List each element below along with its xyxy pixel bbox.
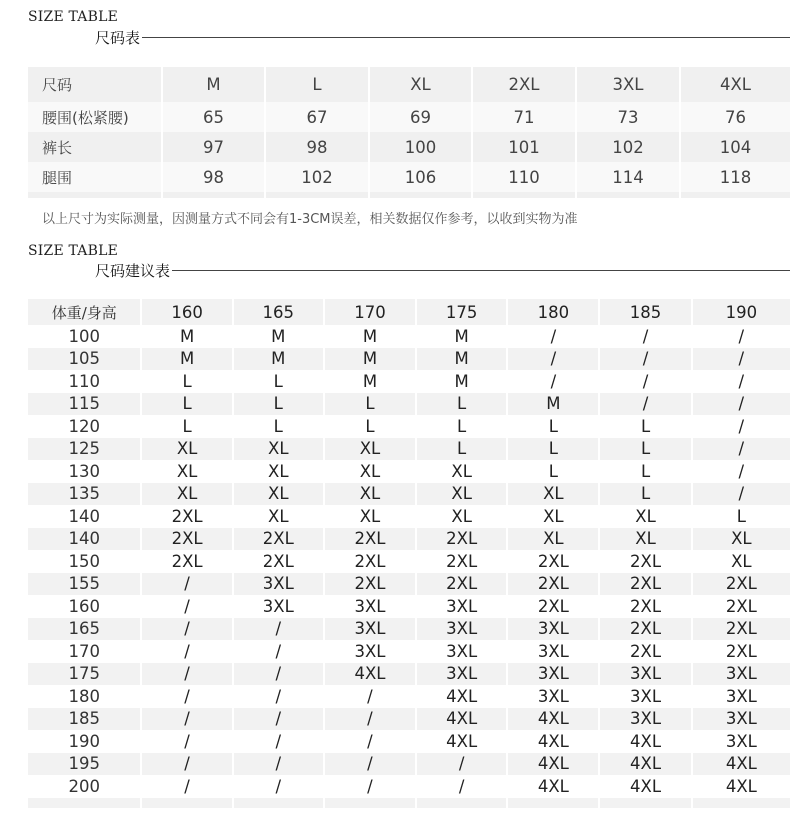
header-cell: 175 [416, 299, 507, 325]
table-cell: 3XL [599, 685, 691, 708]
row-label-cell: 195 [28, 753, 141, 776]
table-cell: L [141, 370, 232, 393]
table-bottom-band [28, 798, 790, 808]
table-cell: 3XL [416, 663, 507, 686]
spacer-cell [576, 192, 680, 198]
table-cell: L [599, 438, 691, 461]
table-cell: 2XL [692, 640, 790, 663]
table-cell: 73 [576, 102, 680, 132]
table-cell: 101 [472, 132, 576, 162]
table-cell: / [692, 415, 790, 438]
table-cell: 2XL [416, 573, 507, 596]
table-cell: / [233, 618, 324, 641]
table-cell: 65 [162, 102, 265, 132]
spacer-cell [680, 192, 790, 198]
table-cell: / [416, 753, 507, 776]
weight-row [28, 460, 790, 483]
row-label-cell: 140 [28, 505, 141, 528]
recommend-table-divider [172, 270, 790, 271]
table-cell: / [141, 618, 232, 641]
table-cell: / [507, 348, 599, 371]
spacer-cell [28, 192, 162, 198]
table-cell: XL [233, 460, 324, 483]
spacer-cell [416, 798, 507, 808]
table-cell: L [141, 415, 232, 438]
weight-row [28, 685, 790, 708]
spacer-cell [324, 798, 416, 808]
table-cell: 3XL [507, 640, 599, 663]
table-cell: / [324, 685, 416, 708]
table-cell: XL [416, 460, 507, 483]
table-cell: / [692, 393, 790, 416]
size-table-title: SIZE TABLE [28, 9, 119, 25]
table-cell: XL [233, 505, 324, 528]
table-cell: M [233, 325, 324, 348]
table-cell: 4XL [599, 730, 691, 753]
row-label-cell: 135 [28, 483, 141, 506]
weight-row [28, 640, 790, 663]
row-label-cell: 190 [28, 730, 141, 753]
table-cell: 3XL [233, 573, 324, 596]
row-label-cell: 125 [28, 438, 141, 461]
weight-row [28, 528, 790, 551]
table-cell: 110 [472, 162, 576, 192]
table-cell: 4XL [507, 775, 599, 798]
table-cell: 2XL [324, 528, 416, 551]
table-cell: 2XL [599, 573, 691, 596]
row-label-cell: 170 [28, 640, 141, 663]
table-cell: / [233, 663, 324, 686]
table-cell: XL [416, 483, 507, 506]
table-cell: / [507, 370, 599, 393]
spacer-cell [599, 798, 691, 808]
table-cell: 2XL [416, 528, 507, 551]
table-cell: 118 [680, 162, 790, 192]
weight-row [28, 483, 790, 506]
table-cell: 4XL [599, 753, 691, 776]
row-label-cell: 140 [28, 528, 141, 551]
header-cell: 185 [599, 299, 691, 325]
table-cell: 98 [162, 162, 265, 192]
table-cell: 114 [576, 162, 680, 192]
spacer-cell [265, 192, 369, 198]
row-label-cell: 185 [28, 708, 141, 731]
header-cell: XL [369, 67, 472, 102]
recommend-table-title: SIZE TABLE [28, 243, 119, 259]
row-label-cell: 165 [28, 618, 141, 641]
table-cell: / [692, 438, 790, 461]
header-cell: L [265, 67, 369, 102]
table-cell: 4XL [599, 775, 691, 798]
table-cell: 2XL [507, 573, 599, 596]
table-cell: 3XL [324, 618, 416, 641]
measurement-note: 以上尺寸为实际测量，因测量方式不同会有1-3CM误差，相关数据仅作参考，以收到实物为准 [42, 212, 578, 227]
table-cell: M [233, 348, 324, 371]
table-cell: M [416, 348, 507, 371]
row-label-cell: 150 [28, 550, 141, 573]
table-cell: / [416, 775, 507, 798]
table-cell: 3XL [692, 730, 790, 753]
table-cell: / [141, 730, 232, 753]
table-cell: XL [233, 438, 324, 461]
table-cell: 3XL [692, 708, 790, 731]
table-cell: / [599, 393, 691, 416]
table-cell: M [141, 325, 232, 348]
table-cell: M [324, 348, 416, 371]
table-cell: / [692, 460, 790, 483]
table-cell: 2XL [416, 550, 507, 573]
table-cell: L [233, 370, 324, 393]
table-cell: 3XL [507, 685, 599, 708]
table-cell: 3XL [324, 640, 416, 663]
header-cell: 160 [141, 299, 232, 325]
table-cell: 2XL [324, 550, 416, 573]
table-cell: / [692, 348, 790, 371]
table-cell: 4XL [416, 685, 507, 708]
table-cell: M [324, 325, 416, 348]
size-table [28, 67, 790, 198]
row-label-cell: 155 [28, 573, 141, 596]
table-cell: XL [692, 550, 790, 573]
table-cell: XL [599, 505, 691, 528]
table-cell: 3XL [599, 663, 691, 686]
table-cell: / [233, 640, 324, 663]
row-label-cell: 110 [28, 370, 141, 393]
table-cell: / [141, 595, 232, 618]
table-cell: L [324, 415, 416, 438]
table-cell: / [233, 753, 324, 776]
table-cell: 102 [265, 162, 369, 192]
table-cell: M [141, 348, 232, 371]
weight-row [28, 505, 790, 528]
table-cell: 4XL [324, 663, 416, 686]
row-label-cell: 115 [28, 393, 141, 416]
table-cell: / [233, 685, 324, 708]
weight-row [28, 415, 790, 438]
table-cell: L [692, 505, 790, 528]
table-cell: 3XL [233, 595, 324, 618]
table-cell: / [141, 573, 232, 596]
table-cell: 3XL [507, 618, 599, 641]
table-cell: L [599, 483, 691, 506]
table-cell: XL [324, 460, 416, 483]
spacer-cell [692, 798, 790, 808]
table-cell: / [324, 730, 416, 753]
table-cell: 2XL [233, 550, 324, 573]
row-label-cell: 腿围 [28, 162, 162, 192]
table-cell: XL [599, 528, 691, 551]
weight-row [28, 663, 790, 686]
table-cell: 4XL [507, 730, 599, 753]
table-cell: 2XL [599, 550, 691, 573]
size-row [28, 102, 790, 132]
spacer-cell [369, 192, 472, 198]
table-cell: / [692, 483, 790, 506]
table-cell: / [233, 708, 324, 731]
table-cell: 2XL [692, 618, 790, 641]
table-cell: L [233, 415, 324, 438]
table-cell: XL [324, 438, 416, 461]
table-cell: 4XL [507, 753, 599, 776]
spacer-cell [507, 798, 599, 808]
size-recommend-table [28, 299, 790, 808]
spacer-cell [141, 798, 232, 808]
weight-row [28, 348, 790, 371]
header-cell: 165 [233, 299, 324, 325]
table-cell: L [416, 438, 507, 461]
header-cell: 2XL [472, 67, 576, 102]
table-cell: / [324, 753, 416, 776]
spacer-cell [162, 192, 265, 198]
table-cell: 3XL [692, 663, 790, 686]
weight-row [28, 618, 790, 641]
size-row [28, 132, 790, 162]
header-cell: 3XL [576, 67, 680, 102]
table-cell: XL [507, 505, 599, 528]
table-cell: M [507, 393, 599, 416]
table-cell: L [233, 393, 324, 416]
weight-row [28, 708, 790, 731]
table-cell: / [233, 775, 324, 798]
table-cell: / [324, 708, 416, 731]
row-label-cell: 腰围(松紧腰) [28, 102, 162, 132]
weight-row [28, 438, 790, 461]
weight-row [28, 730, 790, 753]
table-cell: / [692, 370, 790, 393]
table-cell: 4XL [692, 753, 790, 776]
row-label-cell: 100 [28, 325, 141, 348]
row-label-cell: 裤长 [28, 132, 162, 162]
row-label-cell: 180 [28, 685, 141, 708]
table-cell: 4XL [692, 775, 790, 798]
row-label-cell: 200 [28, 775, 141, 798]
spacer-cell [233, 798, 324, 808]
table-cell: 2XL [233, 528, 324, 551]
table-cell: 69 [369, 102, 472, 132]
table-cell: XL [141, 438, 232, 461]
table-cell: XL [507, 483, 599, 506]
table-cell: XL [324, 483, 416, 506]
header-cell: 180 [507, 299, 599, 325]
header-label-cell: 尺码 [28, 67, 162, 102]
table-cell: / [141, 663, 232, 686]
table-cell: / [324, 775, 416, 798]
size-table-divider [140, 37, 790, 38]
table-cell: 3XL [599, 708, 691, 731]
spacer-cell [472, 192, 576, 198]
table-cell: / [507, 325, 599, 348]
table-cell: 2XL [141, 505, 232, 528]
table-cell: 3XL [692, 685, 790, 708]
table-cell: / [141, 775, 232, 798]
weight-row [28, 753, 790, 776]
table-cell: 2XL [324, 573, 416, 596]
table-cell: XL [233, 483, 324, 506]
table-cell: L [416, 415, 507, 438]
table-cell: L [324, 393, 416, 416]
recommend-table-subtitle: 尺码建议表 [95, 262, 171, 280]
weight-row [28, 370, 790, 393]
size-table-subtitle: 尺码表 [95, 29, 141, 47]
header-label-cell: 体重/身高 [28, 299, 141, 325]
spacer-cell [28, 798, 141, 808]
table-cell: XL [324, 505, 416, 528]
table-cell: XL [141, 483, 232, 506]
weight-row [28, 325, 790, 348]
table-cell: 3XL [507, 663, 599, 686]
table-cell: 4XL [416, 708, 507, 731]
table-cell: M [416, 325, 507, 348]
table-cell: 67 [265, 102, 369, 132]
table-cell: / [599, 348, 691, 371]
row-label-cell: 130 [28, 460, 141, 483]
weight-row [28, 595, 790, 618]
row-label-cell: 120 [28, 415, 141, 438]
table-cell: / [599, 325, 691, 348]
weight-row [28, 550, 790, 573]
header-cell: M [162, 67, 265, 102]
table-cell: / [141, 708, 232, 731]
table-cell: 2XL [507, 595, 599, 618]
table-cell: / [141, 685, 232, 708]
table-cell: L [507, 460, 599, 483]
table-cell: 2XL [141, 528, 232, 551]
table-cell: XL [507, 528, 599, 551]
table-cell: 3XL [324, 595, 416, 618]
table-cell: / [233, 730, 324, 753]
row-label-cell: 160 [28, 595, 141, 618]
table-cell: 2XL [692, 573, 790, 596]
size-row [28, 162, 790, 192]
table-cell: / [599, 370, 691, 393]
table-cell: / [692, 325, 790, 348]
weight-row [28, 775, 790, 798]
weight-row [28, 573, 790, 596]
weight-row [28, 393, 790, 416]
table-cell: M [324, 370, 416, 393]
table-cell: L [599, 460, 691, 483]
header-row [28, 299, 790, 325]
table-cell: 97 [162, 132, 265, 162]
table-cell: 106 [369, 162, 472, 192]
table-cell: 104 [680, 132, 790, 162]
table-cell: 2XL [141, 550, 232, 573]
table-cell: 71 [472, 102, 576, 132]
row-label-cell: 175 [28, 663, 141, 686]
header-row [28, 67, 790, 102]
table-cell: L [599, 415, 691, 438]
table-cell: 2XL [599, 595, 691, 618]
table-cell: 4XL [507, 708, 599, 731]
table-cell: 98 [265, 132, 369, 162]
table-cell: 100 [369, 132, 472, 162]
table-cell: 2XL [507, 550, 599, 573]
header-cell: 4XL [680, 67, 790, 102]
table-cell: 3XL [416, 640, 507, 663]
table-cell: 3XL [416, 618, 507, 641]
table-cell: L [141, 393, 232, 416]
table-cell: 76 [680, 102, 790, 132]
table-cell: M [416, 370, 507, 393]
table-cell: 102 [576, 132, 680, 162]
table-cell: XL [416, 505, 507, 528]
table-cell: 2XL [599, 640, 691, 663]
table-cell: / [141, 640, 232, 663]
table-cell: L [416, 393, 507, 416]
table-cell: XL [141, 460, 232, 483]
table-cell: / [141, 753, 232, 776]
table-cell: XL [692, 528, 790, 551]
table-cell: 2XL [599, 618, 691, 641]
table-bottom-band [28, 192, 790, 198]
table-cell: 2XL [692, 595, 790, 618]
table-cell: 3XL [416, 595, 507, 618]
header-cell: 190 [692, 299, 790, 325]
row-label-cell: 105 [28, 348, 141, 371]
table-cell: L [507, 438, 599, 461]
header-cell: 170 [324, 299, 416, 325]
table-cell: 4XL [416, 730, 507, 753]
table-cell: L [507, 415, 599, 438]
